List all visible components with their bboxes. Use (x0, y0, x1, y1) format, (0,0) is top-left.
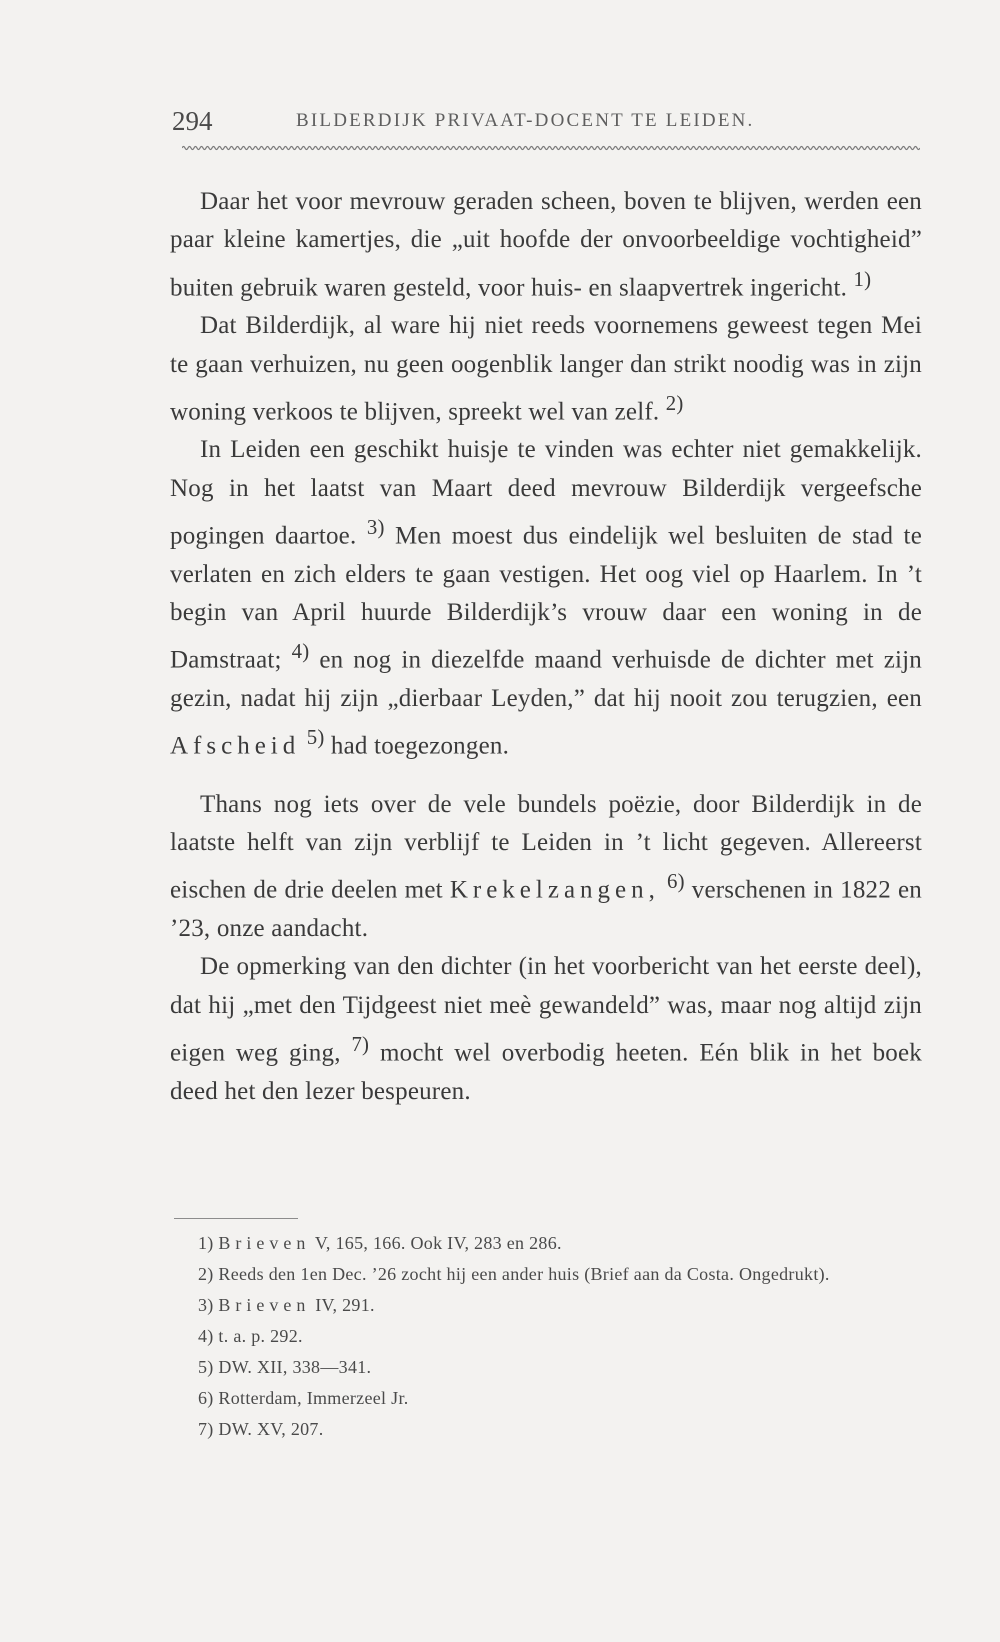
paragraph-text: Men moest dus eindelijk wel besluiten de stad te verlaten en zich elders te gaan vestigen. Het oog viel op Haarlem. In ’t begin van April huurde Bilderdijk’s vrouw daar een woning in de Damstraat; (170, 522, 922, 674)
spaced-title: Afscheid (170, 732, 301, 760)
footnote-text: IV, 291. (315, 1295, 375, 1315)
book-page (170, 0, 922, 1642)
running-title: BILDERDIJK PRIVAAT-DOCENT TE LEIDEN. (296, 110, 755, 131)
footnote (170, 1321, 922, 1352)
footnote-marker: 5) (198, 1357, 214, 1377)
footnote (170, 1383, 922, 1414)
spaced-title: Brieven (218, 1295, 311, 1315)
footnote-ref: 3) (366, 515, 385, 540)
wavy-rule-ornament (182, 142, 920, 154)
paragraph-text: Dat Bilderdijk, al ware hij niet reeds voornemens geweest tegen Mei te gaan verhuizen, nu geen oogenblik langer dan strikt noodig was in zijn woning verkoos te blijven, spreekt wel van zelf. (170, 312, 922, 426)
footnote-text: Reeds den 1en Dec. ’26 zocht hij een ander huis (Brief aan da Costa. Ongedrukt). (218, 1264, 830, 1284)
footnote-text: DW. XII, 338—341. (218, 1357, 372, 1377)
footnote-marker: 7) (198, 1419, 214, 1439)
paragraph (170, 786, 922, 949)
paragraph-text: verschenen in 1822 en ’23, onze aandacht. (170, 876, 923, 943)
footnote (170, 1414, 922, 1445)
paragraph-text: Daar het voor mevrouw geraden scheen, boven te blijven, werden een paar kleine kamertjes, die „uit hoofde der onvoorbeeldige vochtigheid” buiten gebruik waren gesteld, voor huis- en slaapvertrek ingericht. (170, 188, 922, 301)
page-header (170, 104, 922, 144)
footnote-text: t. a. p. 292. (218, 1326, 303, 1346)
paragraph-text: mocht wel overbodig heeten. Eén blik in het boek deed het den lezer bespeuren. (170, 1039, 922, 1105)
footnote-text: V, 165, 166. Ook IV, 283 en 286. (314, 1233, 562, 1253)
footnote-marker: 1) (198, 1233, 214, 1253)
footnote-text: Rotterdam, Immerzeel Jr. (218, 1388, 409, 1408)
footnote-ref: 6) (666, 869, 685, 894)
footnote-marker: 3) (198, 1295, 214, 1315)
paragraph-text: De opmerking van den dichter (in het voorbericht van het eerste deel), dat hij „met den Tijdgeest niet meè gewandeld” was, maar nog altijd zijn eigen weg ging, (170, 953, 922, 1067)
paragraph (170, 307, 922, 431)
footnote (170, 1290, 922, 1321)
paragraph (170, 431, 922, 765)
footnotes (170, 1228, 922, 1445)
footnote-marker: 6) (198, 1388, 214, 1408)
footnote-divider (174, 1218, 298, 1219)
spaced-title: Brieven (218, 1233, 311, 1253)
body-text (170, 183, 922, 1111)
page-number: 294 (172, 106, 213, 136)
footnote (170, 1352, 922, 1383)
paragraph (170, 183, 922, 307)
paragraph-text: In Leiden een geschikt huisje te vinden was echter niet gemakkelijk. Nog in het laatst van Maart deed mevrouw Bilderdijk vergeefsche pogingen daartoe. (170, 436, 922, 550)
paragraph (170, 948, 922, 1111)
footnote (170, 1228, 922, 1259)
paragraph-text: Thans nog iets over de vele bundels poëzie, door Bilderdijk in de laatste helft van zijn verblijf te Leiden in ’t licht gegeven. Allereerst eischen de drie deelen met (170, 790, 922, 904)
paragraph-text: had toegezongen. (330, 732, 510, 760)
footnote-ref: 1) (853, 266, 872, 291)
footnote-text: DW. XV, 207. (218, 1419, 324, 1439)
footnote-marker: 4) (198, 1326, 214, 1346)
footnote-marker: 2) (198, 1264, 214, 1284)
footnote (170, 1259, 922, 1290)
footnote-ref: 5) (306, 725, 325, 750)
spaced-title: Krekelzangen, (449, 876, 660, 904)
footnote-ref: 4) (291, 639, 310, 664)
footnote-ref: 7) (351, 1031, 370, 1056)
footnote-ref: 2) (665, 390, 684, 415)
paragraph-text: en nog in diezelfde maand verhuisde de dichter met zijn gezin, nadat hij zijn „dierbaar Leyden,” dat hij nooit zou terugzien, een (170, 646, 922, 712)
